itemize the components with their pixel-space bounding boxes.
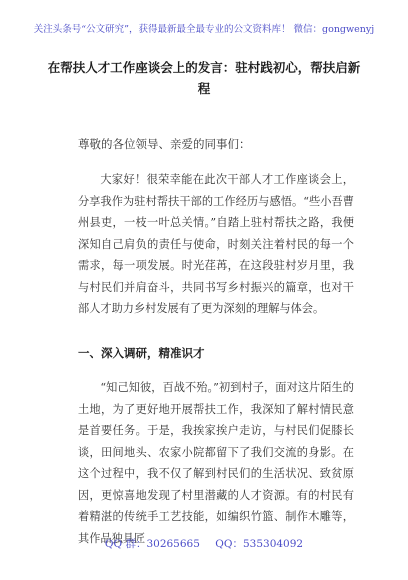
paragraph-section-1: “知己知彼，百战不殆。”初到村子，面对这片陌生的土地，为了更好地开展帮扶工作，我深知了解村情民意是首要任务。于是，我挨家挨户走访，与村民们促膝长谈，田间地头、农家小院都留下了我们交流的身影。在这个过程中，我不仅了解到村民们的生活状况、致贫原因，更惊喜地发现了村里潜藏的人才资源。有的村民有着精湛的传统手工艺技能，如编织竹篮、制作木雕等，其作品独具匠	[78, 381, 354, 545]
salutation: 尊敬的各位领导、亲爱的同事们：	[78, 137, 251, 151]
footer-contact	[0, 536, 408, 551]
footer-qq-group: QQ 群：30265665	[104, 538, 200, 550]
footer-qq: QQ：535304092	[215, 538, 304, 550]
section-heading: 一、深入调研，精准识才	[78, 346, 205, 360]
header-notice: 关注头条号“公文研究”，获得最新最全最专业的公文资料库！ 微信：gongwenyj	[33, 24, 375, 35]
paragraph-intro: 大家好！很荣幸能在此次干部人才工作座谈会上，分享我作为驻村帮扶干部的工作经历与感悟。“些小吾曹州县吏，一枝一叶总关情。”自踏上驻村帮扶之路，我便深知自己肩负的责任与使命，时刻关注着村民的每一个需求，每一项发展。时光荏苒，在这段驻村岁月里，我与村民们并肩奋斗，共同书写乡村振兴的篇章，也对干部人才助力乡村发展有了更为深刻的理解与体会。	[78, 173, 354, 315]
document-title: 在帮扶人才工作座谈会上的发言：驻村践初心，帮扶启新程	[47, 60, 361, 96]
